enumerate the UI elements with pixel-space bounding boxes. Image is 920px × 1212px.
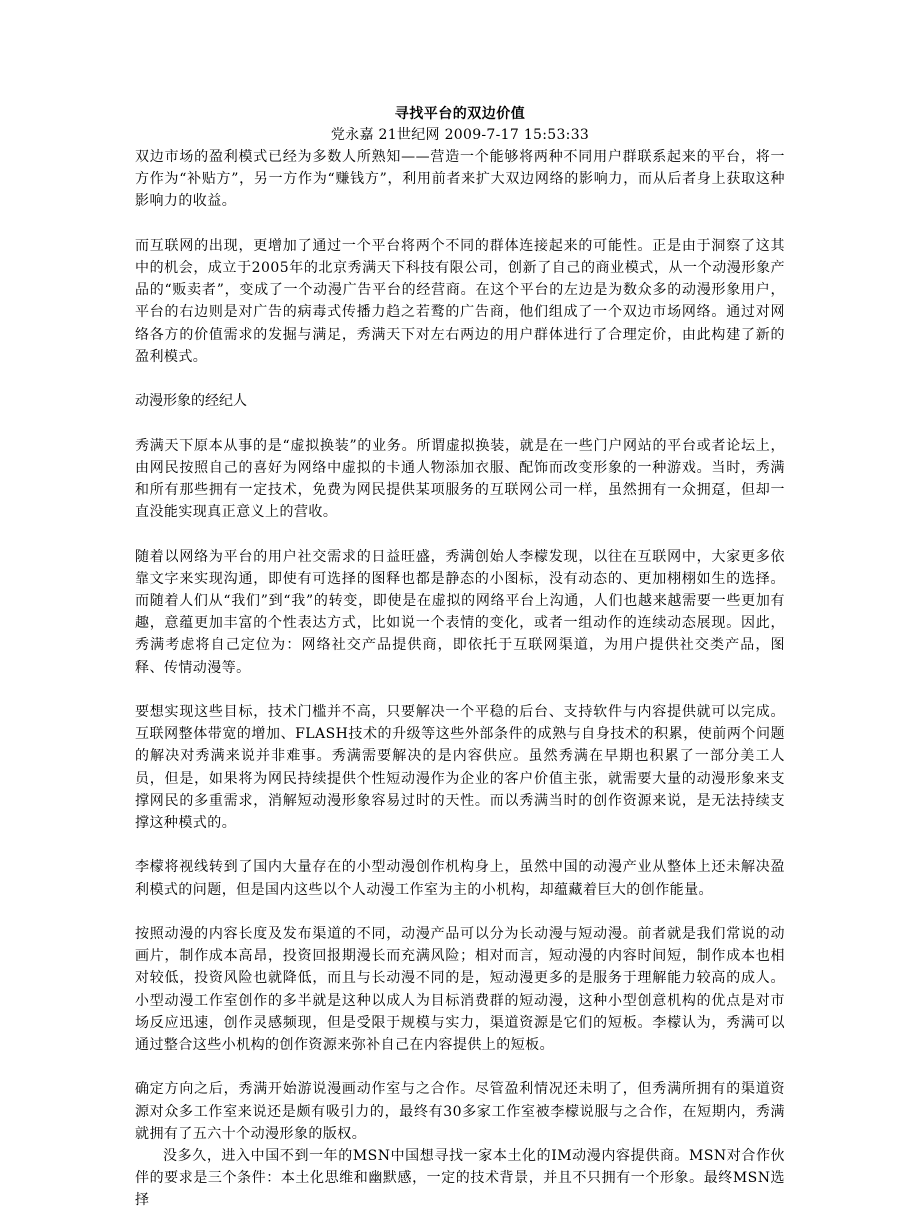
paragraph: 秀满天下原本从事的是“虚拟换装”的业务。所谓虚拟换装，就是在一些门户网站的平台或者论坛上，由网民按照自己的喜好为网络中虚拟的卡通人物添加衣服、配饰而改变形象的一种游戏。当时，秀满和所有那些拥有一定技术，免费为网民提供某项服务的互联网公司一样，虽然拥有一众拥趸，但却一直没能实现真正意义上的营收。 xyxy=(135,437,785,521)
paragraph: 要想实现这些目标，技术门槛并不高，只要解决一个平稳的后台、支持软件与内容提供就可以完成。互联网整体带宽的增加、FLASH技术的升级等这些外部条件的成熟与自身技术的积累，使前两个问题的解决对秀满来说并非难事。秀满需要解决的是内容供应。虽然秀满在早期也积累了一部分美工人员，但是，如果将为网民持续提供个性短动漫作为企业的客户价值主张，就需要大量的动漫形象来支撑网民的多重需求，消解短动漫形象容易过时的天性。而以秀满当时的创作资源来说，是无法持续支撑这种模式的。 xyxy=(135,704,785,832)
paragraph: 双边市场的盈利模式已经为多数人所熟知——营造一个能够将两种不同用户群联系起来的平台，将一方作为“补贴方”，另一方作为“赚钱方”，利用前者来扩大双边网络的影响力，而从后者身上获取这种影响力的收益。 xyxy=(135,149,785,210)
paragraph: 随着以网络为平台的用户社交需求的日益旺盛，秀满创始人李檬发现，以往在互联网中，大家更多依靠文字来实现沟通，即使有可选择的图释也都是静态的小图标，没有动态的、更加栩栩如生的选择。而随着人们从“我们”到“我”的转变，即使是在虚拟的网络平台上沟通，人们也越来越需要一些更加有趣，意蕴更加丰富的个性表达方式，比如说一个表情的变化，或者一组动作的连续动态展现。因此，秀满考虑将自己定位为：网络社交产品提供商，即依托于互联网渠道，为用户提供社交类产品，图释、传情动漫等。 xyxy=(135,548,785,676)
paragraph: 而互联网的出现，更增加了通过一个平台将两个不同的群体连接起来的可能性。正是由于洞察了这其中的机会，成立于2005年的北京秀满天下科技有限公司，创新了自己的商业模式，从一个动漫形象产品的“贩卖者”，变成了一个动漫广告平台的经营商。在这个平台的左边是为数众多的动漫形象用户，平台的右边则是对广告的病毒式传播力趋之若鹜的广告商，他们组成了一个双边市场网络。通过对网络各方的价值需求的发掘与满足，秀满天下对左右两边的用户群体进行了合理定价，由此构建了新的盈利模式。 xyxy=(135,237,785,365)
article-title: 寻找平台的双边价值 xyxy=(394,106,526,122)
document-page xyxy=(135,104,785,1212)
paragraph: 李檬将视线转到了国内大量存在的小型动漫创作机构身上，虽然中国的动漫产业从整体上还未解决盈利模式的问题，但是国内这些以个人动漫工作室为主的小机构，却蕴藏着巨大的创作能量。 xyxy=(135,859,785,898)
paragraph: 按照动漫的内容长度及发布渠道的不同，动漫产品可以分为长动漫与短动漫。前者就是我们常说的动画片，制作成本高昂，投资回报期漫长而充满风险；相对而言，短动漫的内容时间短，制作成本也相对较低，投资风险也就降低，而且与长动漫不同的是，短动漫更多的是服务于理解能力较高的成人。小型动漫工作室创作的多半就是这种以成人为目标消费群的短动漫，这种小型创意机构的优点是对市场反应迅速，创作灵感频现，但是受限于规模与实力，渠道资源是它们的短板。李檬认为，秀满可以通过整合这些小机构的创作资源来弥补自己在内容提供上的短板。 xyxy=(135,926,785,1054)
paragraph: 确定方向之后，秀满开始游说漫画动作室与之合作。尽管盈利情况还未明了，但秀满所拥有的渠道资源对众多工作室来说还是颇有吸引力的，最终有30多家工作室被李檬说服与之合作，在短期内，秀满就拥有了五六十个动漫形象的版权。 xyxy=(135,1081,785,1142)
paragraph: 没多久，进入中国不到一年的MSN中国想寻找一家本土化的IM动漫内容提供商。MSN对合作伙伴的要求是三个条件：本土化思维和幽默感，一定的技术背景，并且不只拥有一个形象。最终MSN选择 xyxy=(135,1148,785,1209)
section-heading: 动漫形象的经纪人 xyxy=(135,393,247,410)
article-byline: 党永嘉 21世纪网 2009-7-17 15:53:33 xyxy=(330,127,590,143)
